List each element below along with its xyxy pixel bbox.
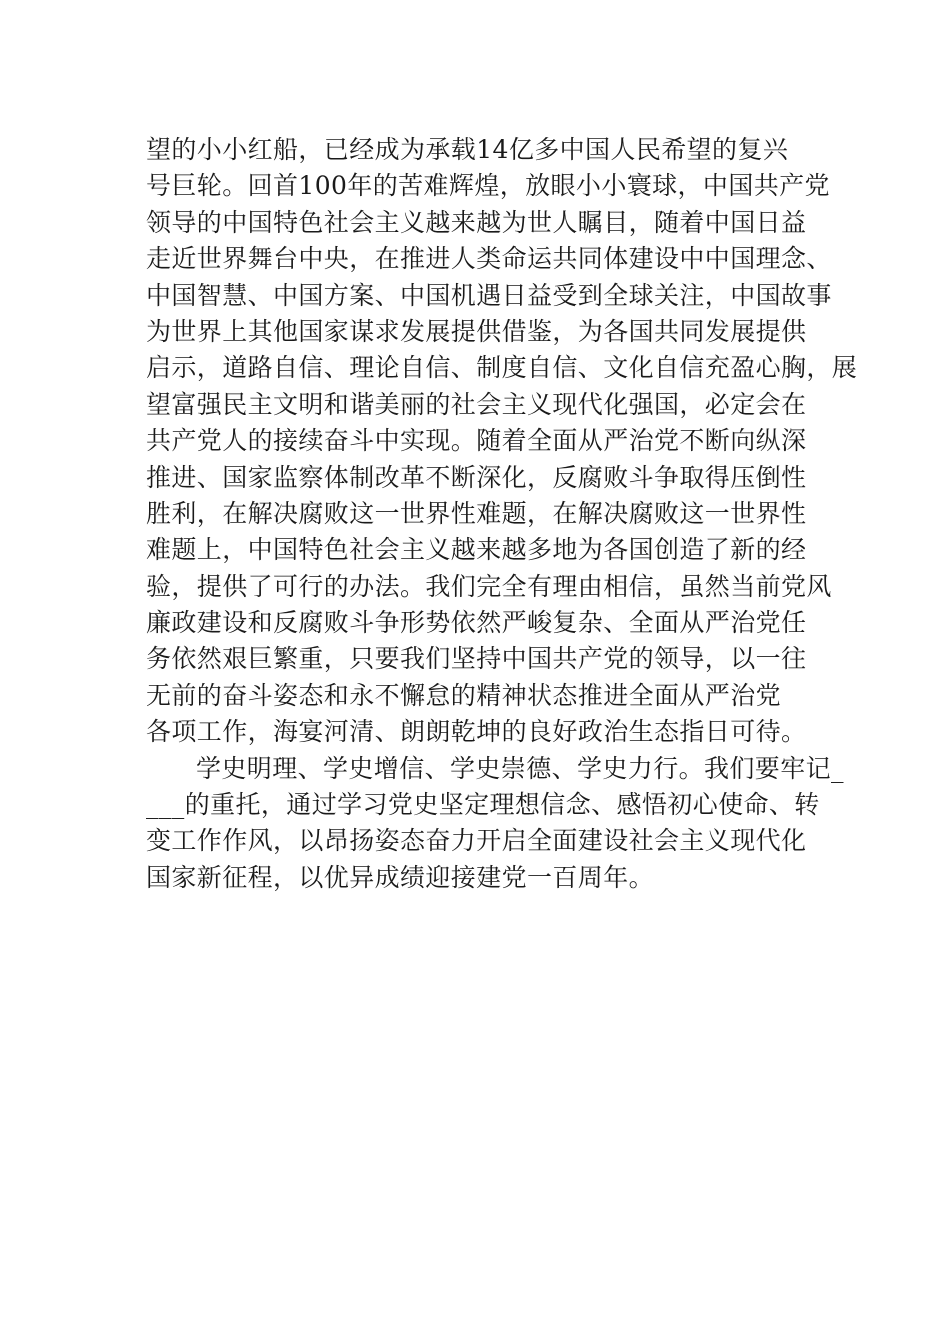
- text-line: 领导的中国特色社会主义越来越为世人瞩目，随着中国日益: [146, 207, 807, 237]
- text-line: 胜利，在解决腐败这一世界性难题，在解决腐败这一世界性: [146, 498, 807, 528]
- text-line: ___的重托，通过学习党史坚定理想信念、感悟初心使命、转: [146, 790, 820, 820]
- paragraph-2: [146, 751, 844, 897]
- text-line: 验，提供了可行的办法。我们完全有理由相信，虽然当前党风: [146, 571, 832, 601]
- text-line: 务依然艰巨繁重，只要我们坚持中国共产党的领导，以一往: [146, 644, 807, 674]
- text-line: 各项工作，海宴河清、朗朗乾坤的良好政治生态指日可待。: [146, 717, 807, 747]
- text-line: 无前的奋斗姿态和永不懈怠的精神状态推进全面从严治党: [146, 680, 782, 710]
- text-line: 共产党人的接续奋斗中实现。随着全面从严治党不断向纵深: [146, 426, 807, 456]
- text-line: 廉政建设和反腐败斗争形势依然严峻复杂、全面从严治党任: [146, 608, 807, 638]
- text-line: 难题上，中国特色社会主义越来越多地为各国创造了新的经: [146, 535, 807, 565]
- text-line: 学史明理、学史增信、学史崇德、学史力行。我们要牢记_: [196, 753, 844, 783]
- text-line: 启示，道路自信、理论自信、制度自信、文化自信充盈心胸，展: [146, 353, 858, 383]
- text-line: 为世界上其他国家谋求发展提供借鉴，为各国共同发展提供: [146, 316, 807, 346]
- text-line: 中国智慧、中国方案、中国机遇日益受到全球关注，中国故事: [146, 280, 832, 310]
- text-line: 推进、国家监察体制改革不断深化，反腐败斗争取得压倒性: [146, 462, 807, 492]
- text-line: 号巨轮。回首100年的苦难辉煌，放眼小小寰球，中国共产党: [146, 171, 830, 201]
- text-line: 国家新征程，以优异成绩迎接建党一百周年。: [146, 862, 655, 892]
- paragraph-1: [146, 132, 858, 751]
- text-line: 变工作作风，以昂扬姿态奋力开启全面建设社会主义现代化: [146, 826, 807, 856]
- text-line: 走近世界舞台中央，在推进人类命运共同体建设中中国理念、: [146, 244, 832, 274]
- document-body: [146, 132, 858, 896]
- text-line: 望的小小红船，已经成为承载14亿多中国人民希望的复兴: [146, 135, 789, 164]
- text-line: 望富强民主文明和谐美丽的社会主义现代化强国，必定会在: [146, 389, 807, 419]
